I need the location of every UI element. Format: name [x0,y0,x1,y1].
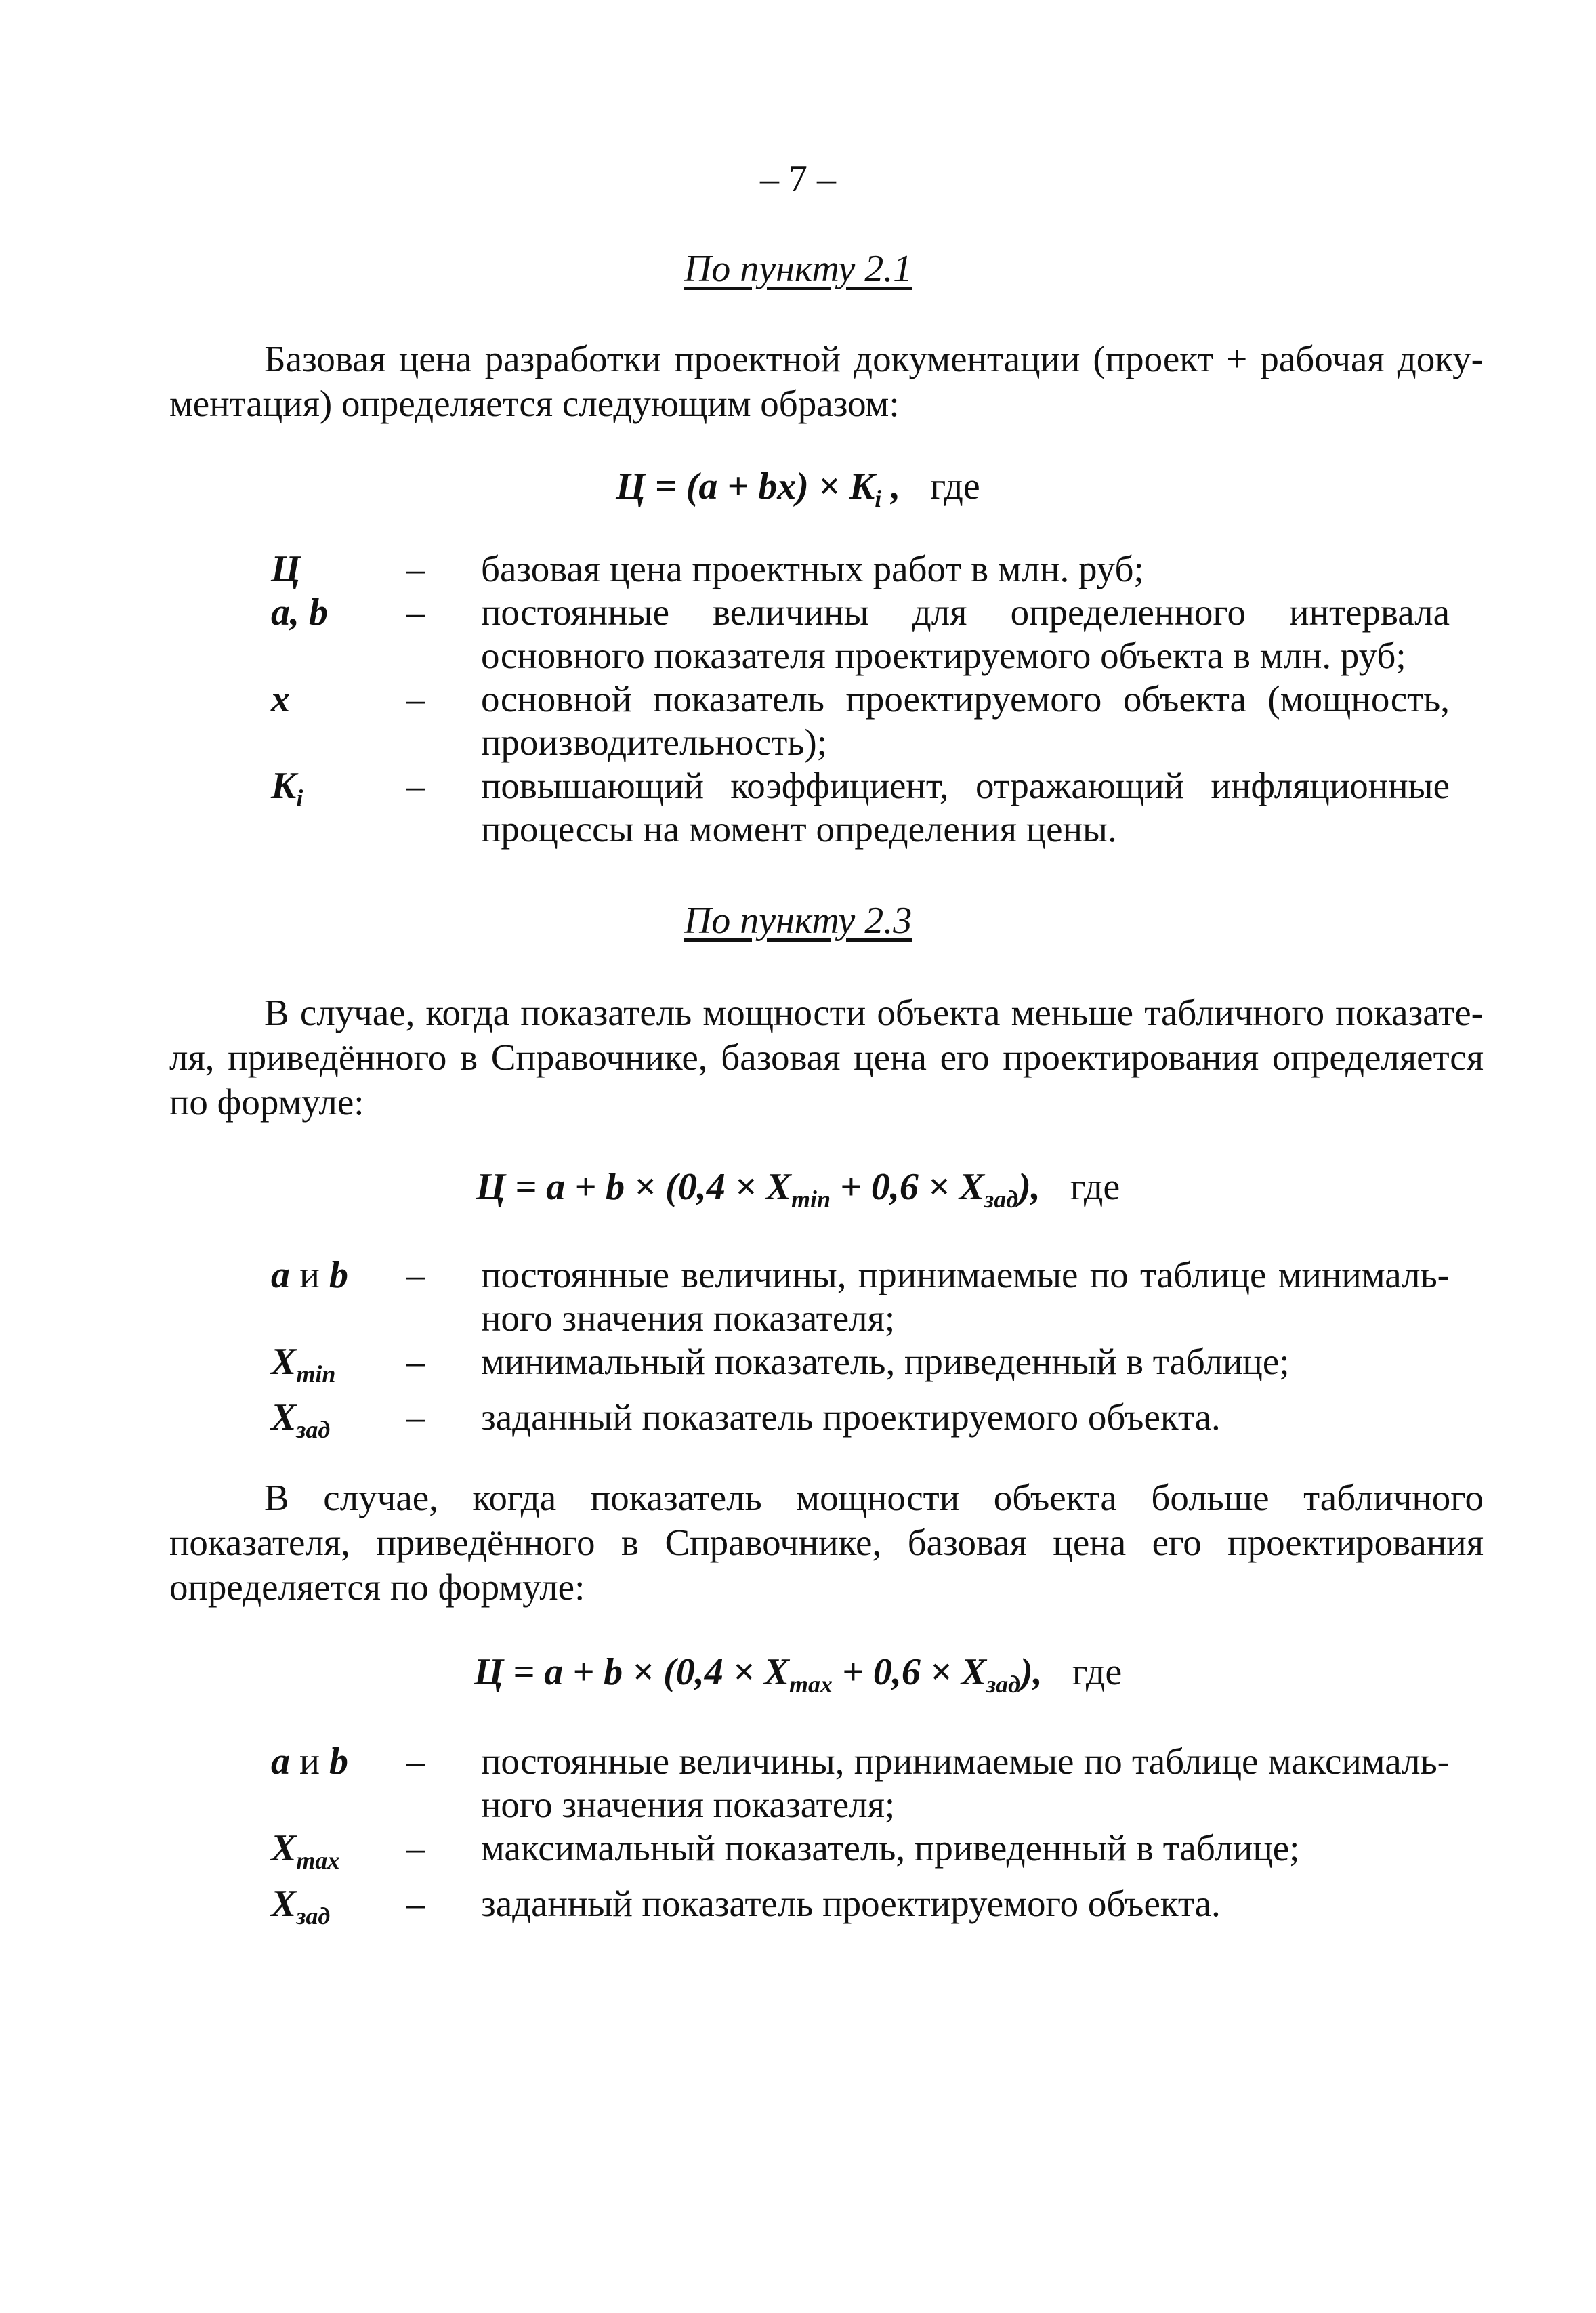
legend-row [271,591,1450,678]
legend-dash: – [406,678,425,720]
legend-definition: постоянные величины, принимаемые по таблице минимального значения показателя; [481,1254,1450,1339]
legend-row [271,547,1450,591]
legend-definition: основной показатель проектируемого объекта (мощность, производительность); [481,678,1450,763]
legend-min-case [271,1253,1450,1451]
paragraph-max-case [169,1476,1484,1610]
section-heading-2-3: По пункту 2.3 [684,900,912,942]
legend-dash: – [406,765,425,806]
legend-row [271,1882,1450,1938]
formula-expression: $Ц = a + b \times (0,4 \times X_{min} + 0,6 \times X_{зад})$, [476,1166,1041,1213]
legend-definition: постоянные величины, принимаемые по таблице максимального значения показателя; [481,1741,1450,1825]
legend-row [271,1396,1450,1451]
legend-definition: заданный показатель проектируемого объекта. [481,1883,1221,1924]
legend-symbol: $X_{зад}$ [271,1883,331,1930]
legend-symbol: $X_{max}$ [271,1827,340,1874]
legend-row [271,1740,1450,1827]
legend-symbol: a, b [271,591,328,633]
legend-dash: – [406,1341,425,1382]
paragraph-max-case-text: В случае, когда показатель мощности объекта больше табличного показателя, приведённого в Справочнике, базовая цена его проектирования определяется по формуле: [169,1477,1484,1608]
legend-symbol: a и b [271,1254,348,1296]
legend-row [271,678,1450,764]
legend-max-case [271,1740,1450,1938]
legend-section-1 [271,547,1450,851]
legend-dash: – [406,1883,425,1924]
formula-where: где [930,465,980,507]
formula-expression: $Ц = a + b \times (0,4 \times X_{max} + 0,6 \times X_{зад})$, [474,1651,1043,1698]
legend-dash: – [406,591,425,633]
formula-min-case [0,1165,1596,1213]
legend-dash: – [406,1827,425,1869]
formula-max-case [0,1650,1596,1699]
formula-expression: $Ц = (a + bx) \times K_i$ , [616,465,901,512]
legend-dash: – [406,1254,425,1295]
formula-base-price [0,465,1596,513]
formula-where: где [1070,1166,1120,1208]
legend-definition: максимальный показатель, приведенный в таблице; [481,1827,1300,1869]
formula-where: где [1072,1651,1122,1693]
legend-symbol: Ц [271,548,301,590]
section-heading-2-1: По пункту 2.1 [684,248,912,290]
paragraph-min-case-text: В случае, когда показатель мощности объекта меньше табличного показателя, приведённого в Справочнике, базовая цена его проектирования определяется по формуле: [169,992,1484,1123]
legend-dash: – [406,1396,425,1438]
legend-dash: – [406,548,425,589]
legend-row [271,1340,1450,1396]
legend-symbol: $K_i$ [271,765,303,812]
legend-symbol: $X_{min}$ [271,1341,336,1388]
legend-dash: – [406,1741,425,1782]
legend-row [271,1827,1450,1882]
legend-definition: заданный показатель проектируемого объекта. [481,1396,1221,1438]
legend-definition: минимальный показатель, приведенный в таблице; [481,1341,1290,1382]
legend-definition: базовая цена проектных работ в млн. руб; [481,548,1144,589]
page-number: – 7 – [760,158,836,200]
legend-definition: повышающий коэффициент, отражающий инфляционные процессы на момент определения цены. [481,765,1450,850]
paragraph-min-case [169,991,1484,1125]
legend-symbol: a и b [271,1741,348,1783]
legend-definition: постоянные величины для определенного интервала основного показателя проектируемого объекта в млн. руб; [481,591,1450,676]
legend-row [271,764,1450,851]
legend-row [271,1253,1450,1340]
legend-symbol: x [271,678,290,720]
legend-symbol: $X_{зад}$ [271,1396,331,1443]
paragraph-intro-text: Базовая цена разработки проектной документации (проект + рабочая документация) определяется следующим образом: [169,338,1484,424]
paragraph-intro [169,337,1484,426]
